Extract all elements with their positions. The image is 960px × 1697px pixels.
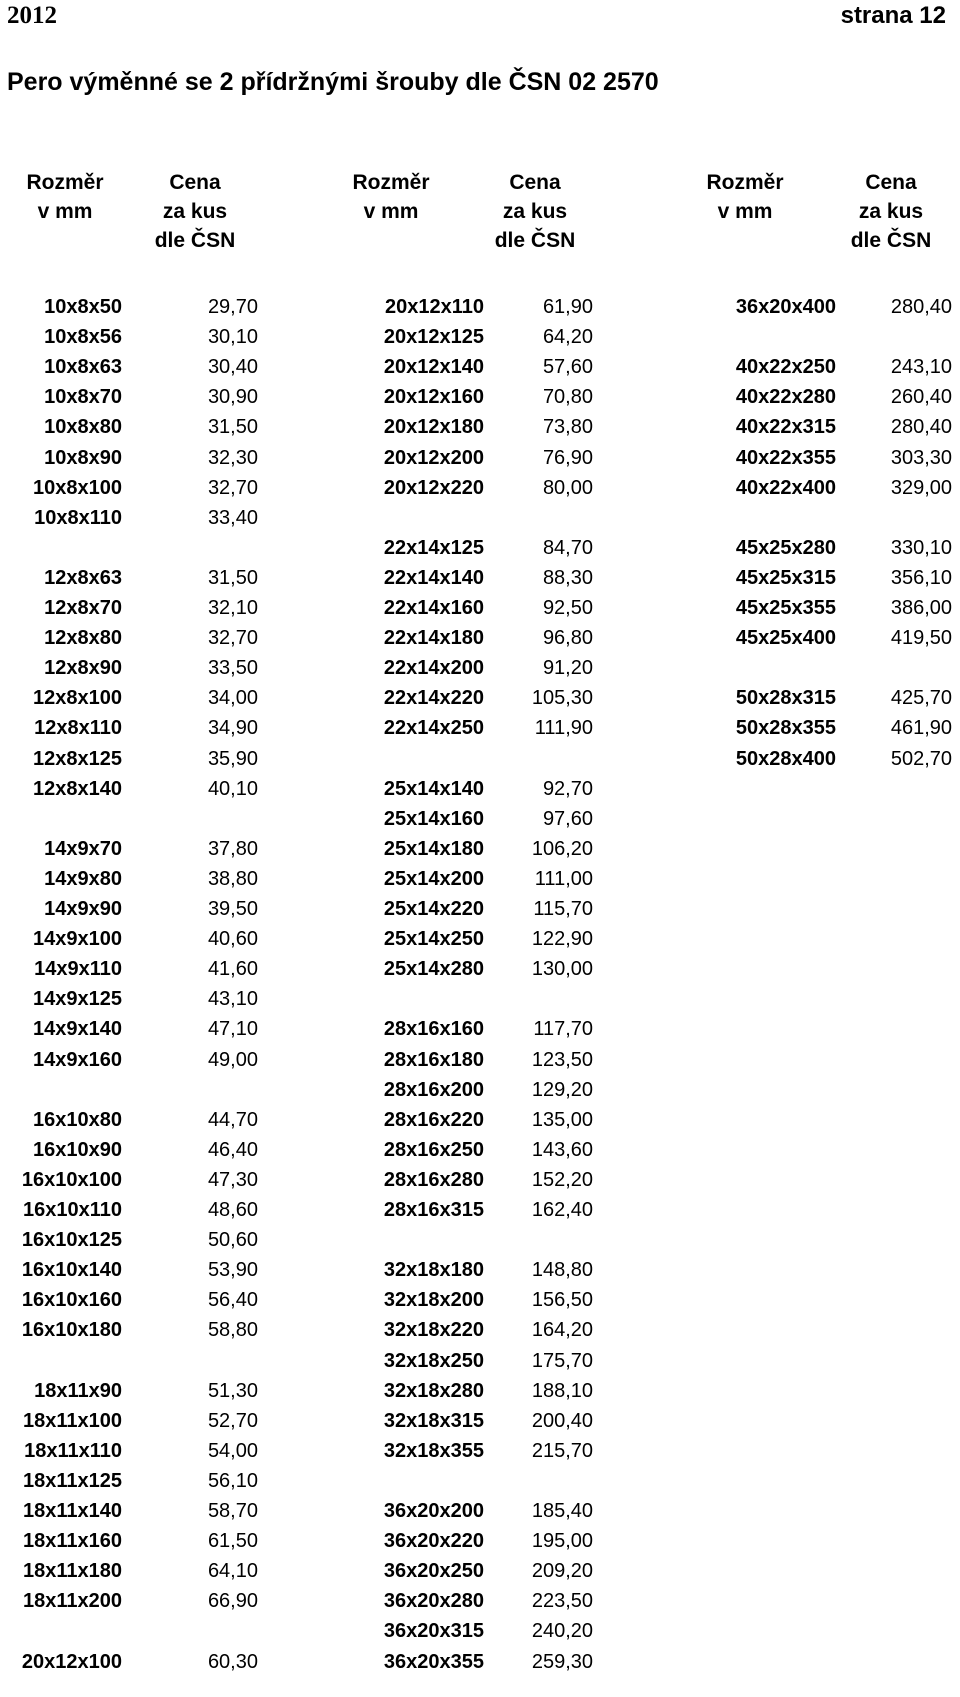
size-cell: 36x20x400 <box>735 296 836 318</box>
price-cell: 240,20 <box>531 1620 593 1643</box>
price-cell: 80,00 <box>542 476 593 499</box>
size-cell: 10x8x70 <box>44 386 122 409</box>
header-size-line: v mm <box>37 200 93 223</box>
size-cell: 22x14x125 <box>383 536 484 559</box>
size-cell: 18x11x200 <box>22 1590 122 1613</box>
size-cell: 12x8x140 <box>33 777 122 800</box>
size-cell: 16x10x180 <box>21 1319 122 1342</box>
price-cell: 32,10 <box>207 597 258 619</box>
header-price-line: dle ČSN <box>850 229 932 252</box>
price-cell: 329,00 <box>890 476 952 499</box>
size-cell: 20x12x180 <box>383 416 484 439</box>
price-cell: 32,70 <box>207 627 258 650</box>
size-cell: 12x8x90 <box>44 657 122 680</box>
size-cell: 14x9x110 <box>34 958 122 981</box>
size-cell: 22x14x140 <box>383 566 484 589</box>
size-cell: 25x14x220 <box>383 898 484 920</box>
header-size-line: v mm <box>363 200 419 223</box>
price-cell: 76,90 <box>542 446 593 469</box>
price-cell: 111,90 <box>534 717 593 740</box>
price-cell: 130,00 <box>531 958 593 981</box>
price-cell: 97,60 <box>542 807 593 830</box>
price-cell: 280,40 <box>890 296 952 318</box>
price-cell: 39,50 <box>207 898 258 920</box>
size-cell: 16x10x100 <box>21 1168 122 1191</box>
size-cell: 45x25x315 <box>735 566 836 589</box>
column-header-size <box>336 168 446 226</box>
price-cell: 29,70 <box>207 296 258 318</box>
price-cell: 419,50 <box>890 627 952 650</box>
price-cell: 84,70 <box>542 536 593 559</box>
price-cell: 34,00 <box>207 687 258 710</box>
size-cell: 12x8x110 <box>34 717 122 740</box>
size-cell: 28x16x180 <box>383 1048 484 1071</box>
size-cell: 25x14x180 <box>383 837 484 860</box>
price-cell: 51,30 <box>207 1379 258 1402</box>
size-cell: 32x18x250 <box>383 1349 484 1372</box>
page-number: strana 12 <box>840 2 946 29</box>
header-price-line: za kus <box>162 200 228 223</box>
price-cell: 61,90 <box>542 296 593 318</box>
size-cell: 10x8x100 <box>33 476 122 499</box>
price-cell: 56,40 <box>207 1289 258 1312</box>
size-cell: 45x25x400 <box>735 627 836 650</box>
price-cell: 30,10 <box>207 326 258 349</box>
price-cell: 34,90 <box>207 717 258 740</box>
price-cell: 73,80 <box>542 416 593 439</box>
price-cell: 115,70 <box>533 898 593 920</box>
price-cell: 425,70 <box>890 687 952 710</box>
size-cell: 14x9x160 <box>33 1048 122 1071</box>
size-cell: 10x8x80 <box>44 416 122 439</box>
size-cell: 12x8x80 <box>44 627 122 650</box>
size-cell: 16x10x110 <box>22 1199 122 1221</box>
column-header-size <box>690 168 800 226</box>
price-cell: 38,80 <box>207 867 258 890</box>
size-cell: 36x20x250 <box>383 1560 484 1583</box>
size-cell: 36x20x355 <box>383 1650 484 1673</box>
price-cell: 30,90 <box>207 386 258 409</box>
price-cell: 135,00 <box>531 1108 593 1131</box>
price-cell: 148,80 <box>531 1259 593 1282</box>
price-cell: 48,60 <box>207 1199 258 1221</box>
price-cell: 61,50 <box>207 1530 258 1553</box>
header-price-line: za kus <box>502 200 568 223</box>
size-cell: 20x12x110 <box>384 296 484 318</box>
price-cell: 57,60 <box>542 356 593 379</box>
size-cell: 25x14x200 <box>383 867 484 890</box>
column-header-price <box>140 168 250 255</box>
size-cell: 20x12x100 <box>21 1650 122 1673</box>
size-cell: 28x16x250 <box>383 1138 484 1161</box>
size-cell: 32x18x355 <box>383 1439 484 1462</box>
price-cell: 122,90 <box>531 928 593 951</box>
size-cell: 22x14x250 <box>383 717 484 740</box>
price-cell: 152,20 <box>531 1168 593 1191</box>
header-size-line: Rozměr <box>706 171 784 194</box>
price-cell: 195,00 <box>531 1530 593 1553</box>
size-cell: 18x11x90 <box>34 1379 122 1402</box>
size-cell: 22x14x160 <box>383 597 484 619</box>
size-cell: 16x10x90 <box>33 1138 122 1161</box>
price-cell: 66,90 <box>207 1590 258 1613</box>
size-cell: 45x25x280 <box>735 536 836 559</box>
price-cell: 259,30 <box>531 1650 593 1673</box>
price-cell: 47,10 <box>207 1018 258 1041</box>
price-cell: 46,40 <box>207 1138 258 1161</box>
price-cell: 30,40 <box>207 356 258 379</box>
price-cell: 123,50 <box>531 1048 593 1071</box>
price-cell: 330,10 <box>890 536 952 559</box>
price-cell: 41,60 <box>207 958 258 981</box>
price-cell: 32,30 <box>207 446 258 469</box>
size-cell: 28x16x200 <box>383 1078 484 1101</box>
price-cell: 303,30 <box>890 446 952 469</box>
year: 2012 <box>7 2 57 29</box>
column-header-size <box>10 168 120 226</box>
price-cell: 64,10 <box>207 1560 258 1583</box>
price-cell: 129,20 <box>531 1078 593 1101</box>
price-cell: 91,20 <box>542 657 593 680</box>
size-cell: 16x10x140 <box>21 1259 122 1282</box>
price-cell: 33,40 <box>207 506 258 529</box>
size-cell: 40x22x355 <box>735 446 836 469</box>
price-cell: 106,20 <box>531 837 593 860</box>
size-cell: 36x20x315 <box>383 1620 484 1643</box>
price-cell: 40,60 <box>207 928 258 951</box>
column-header-price <box>480 168 590 255</box>
size-cell: 16x10x160 <box>21 1289 122 1312</box>
size-cell: 22x14x220 <box>383 687 484 710</box>
size-cell: 40x22x315 <box>735 416 836 439</box>
size-cell: 14x9x125 <box>33 988 122 1011</box>
price-cell: 58,70 <box>207 1500 258 1522</box>
header-size-line: Rozměr <box>352 171 430 194</box>
price-cell: 53,90 <box>207 1259 258 1282</box>
price-cell: 117,70 <box>533 1018 593 1041</box>
page-title: Pero výměnné se 2 přídržnými šrouby dle ČSN 02 2570 <box>7 68 659 96</box>
size-cell: 12x8x70 <box>44 597 122 619</box>
price-cell: 156,50 <box>531 1289 593 1312</box>
size-cell: 12x8x125 <box>33 747 122 770</box>
price-cell: 43,10 <box>207 988 258 1011</box>
size-cell: 12x8x63 <box>44 566 122 589</box>
column-header-price <box>836 168 946 255</box>
price-cell: 88,30 <box>542 566 593 589</box>
size-cell: 18x11x160 <box>22 1530 122 1553</box>
size-cell: 20x12x140 <box>383 356 484 379</box>
price-cell: 37,80 <box>207 837 258 860</box>
size-cell: 32x18x220 <box>383 1319 484 1342</box>
size-cell: 16x10x80 <box>33 1108 122 1131</box>
size-cell: 10x8x63 <box>44 356 122 379</box>
price-cell: 92,70 <box>542 777 593 800</box>
price-cell: 111,00 <box>534 867 593 890</box>
price-cell: 143,60 <box>531 1138 593 1161</box>
size-cell: 22x14x200 <box>383 657 484 680</box>
size-cell: 32x18x315 <box>383 1409 484 1432</box>
size-cell: 28x16x220 <box>383 1108 484 1131</box>
price-cell: 92,50 <box>542 597 593 619</box>
price-cell: 280,40 <box>890 416 952 439</box>
price-cell: 461,90 <box>890 717 952 740</box>
size-cell: 10x8x90 <box>44 446 122 469</box>
size-cell: 12x8x100 <box>33 687 122 710</box>
size-cell: 40x22x400 <box>735 476 836 499</box>
price-cell: 56,10 <box>207 1469 258 1492</box>
size-cell: 40x22x250 <box>735 356 836 379</box>
size-cell: 32x18x280 <box>383 1379 484 1402</box>
size-cell: 45x25x355 <box>735 597 836 619</box>
header-price-line: dle ČSN <box>154 229 236 252</box>
size-cell: 28x16x160 <box>383 1018 484 1041</box>
price-cell: 31,50 <box>207 566 258 589</box>
price-cell: 32,70 <box>207 476 258 499</box>
size-cell: 18x11x140 <box>22 1500 122 1522</box>
header-price-line: za kus <box>858 200 924 223</box>
size-cell: 20x12x220 <box>383 476 484 499</box>
size-cell: 10x8x110 <box>34 506 122 529</box>
price-cell: 162,40 <box>531 1199 593 1221</box>
size-cell: 25x14x250 <box>383 928 484 951</box>
price-cell: 386,00 <box>890 597 952 619</box>
size-cell: 25x14x280 <box>383 958 484 981</box>
size-cell: 14x9x140 <box>33 1018 122 1041</box>
price-cell: 70,80 <box>542 386 593 409</box>
size-cell: 25x14x140 <box>383 777 484 800</box>
header-size-line: Rozměr <box>26 171 104 194</box>
price-cell: 40,10 <box>207 777 258 800</box>
size-cell: 22x14x180 <box>383 627 484 650</box>
header-size-line: v mm <box>717 200 773 223</box>
size-cell: 18x11x180 <box>22 1560 122 1583</box>
price-cell: 49,00 <box>207 1048 258 1071</box>
size-cell: 16x10x125 <box>21 1229 122 1252</box>
price-cell: 188,10 <box>531 1379 593 1402</box>
price-cell: 96,80 <box>542 627 593 650</box>
price-cell: 54,00 <box>207 1439 258 1462</box>
size-cell: 14x9x70 <box>44 837 122 860</box>
size-cell: 36x20x220 <box>383 1530 484 1553</box>
size-cell: 36x20x200 <box>383 1500 484 1522</box>
price-cell: 50,60 <box>207 1229 258 1252</box>
size-cell: 28x16x315 <box>383 1199 484 1221</box>
price-cell: 164,20 <box>531 1319 593 1342</box>
price-cell: 31,50 <box>207 416 258 439</box>
price-cell: 502,70 <box>890 747 952 770</box>
size-cell: 10x8x50 <box>44 296 122 318</box>
size-cell: 40x22x280 <box>735 386 836 409</box>
price-cell: 215,70 <box>531 1439 593 1462</box>
size-cell: 50x28x355 <box>735 717 836 740</box>
price-cell: 356,10 <box>890 566 952 589</box>
price-cell: 175,70 <box>531 1349 593 1372</box>
size-cell: 18x11x100 <box>22 1409 122 1432</box>
size-cell: 25x14x160 <box>383 807 484 830</box>
size-cell: 32x18x200 <box>383 1289 484 1312</box>
price-cell: 47,30 <box>207 1168 258 1191</box>
price-cell: 260,40 <box>890 386 952 409</box>
size-cell: 28x16x280 <box>383 1168 484 1191</box>
size-cell: 14x9x100 <box>33 928 122 951</box>
size-cell: 20x12x125 <box>383 326 484 349</box>
price-cell: 33,50 <box>207 657 258 680</box>
size-cell: 10x8x56 <box>44 326 122 349</box>
size-cell: 18x11x110 <box>24 1439 122 1462</box>
size-cell: 32x18x180 <box>383 1259 484 1282</box>
price-cell: 105,30 <box>531 687 593 710</box>
size-cell: 14x9x80 <box>44 867 122 890</box>
header-price-line: dle ČSN <box>494 229 576 252</box>
price-cell: 35,90 <box>207 747 258 770</box>
price-cell: 223,50 <box>531 1590 593 1613</box>
price-cell: 243,10 <box>890 356 952 379</box>
size-cell: 36x20x280 <box>383 1590 484 1613</box>
size-cell: 50x28x400 <box>735 747 836 770</box>
header-price-line: Cena <box>509 171 561 194</box>
price-cell: 60,30 <box>207 1650 258 1673</box>
price-cell: 64,20 <box>542 326 593 349</box>
header-price-line: Cena <box>169 171 221 194</box>
price-cell: 58,80 <box>207 1319 258 1342</box>
size-cell: 50x28x315 <box>735 687 836 710</box>
price-cell: 209,20 <box>531 1560 593 1583</box>
header-price-line: Cena <box>865 171 917 194</box>
price-cell: 185,40 <box>531 1500 593 1522</box>
size-cell: 14x9x90 <box>44 898 122 920</box>
price-cell: 44,70 <box>207 1108 258 1131</box>
size-cell: 20x12x160 <box>383 386 484 409</box>
size-cell: 20x12x200 <box>383 446 484 469</box>
size-cell: 18x11x125 <box>22 1469 122 1492</box>
price-cell: 52,70 <box>207 1409 258 1432</box>
price-cell: 200,40 <box>531 1409 593 1432</box>
